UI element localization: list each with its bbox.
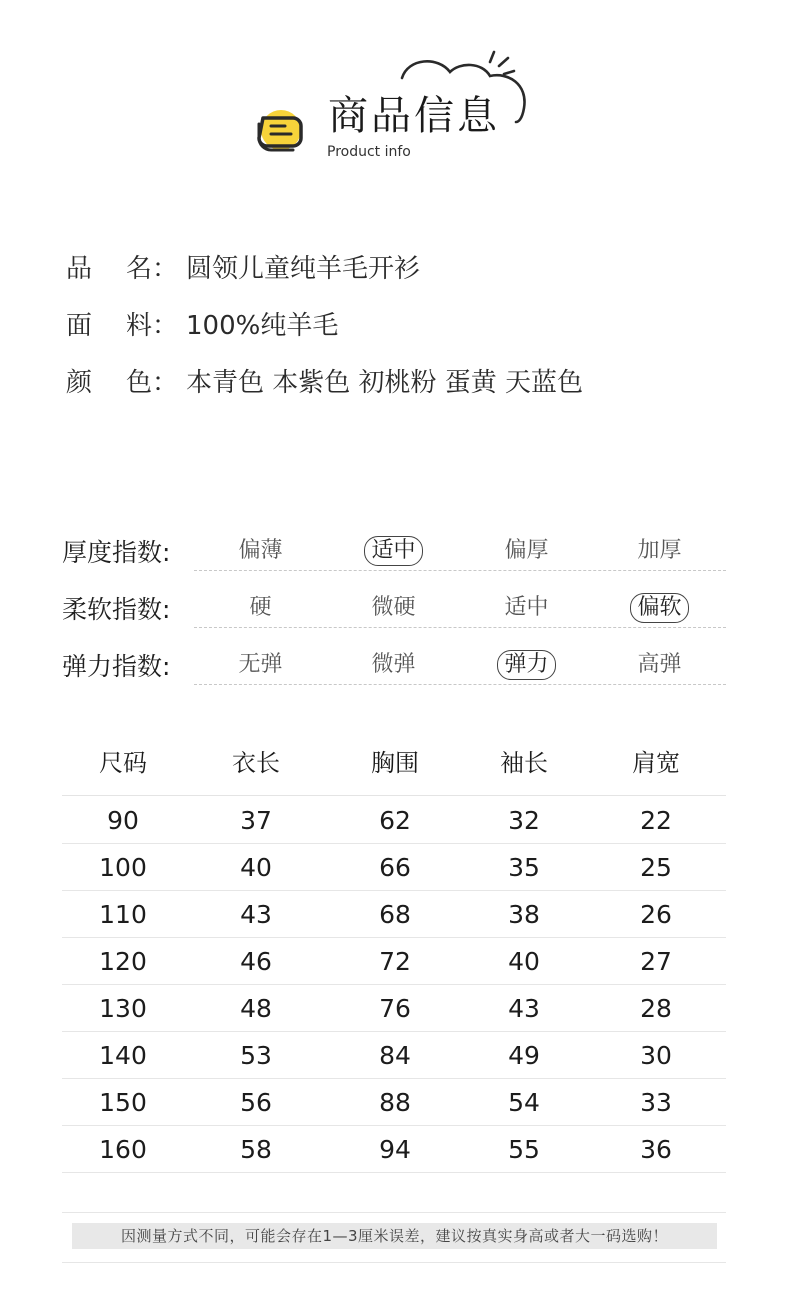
table-cell: 94 — [379, 1134, 411, 1164]
index-label: 厚度指数: — [62, 537, 171, 567]
info-label: 品 名： — [66, 254, 178, 284]
table-cell: 88 — [379, 1087, 411, 1117]
table-cell: 140 — [99, 1040, 147, 1070]
table-cell: 22 — [640, 805, 672, 835]
table-cell: 43 — [508, 993, 540, 1023]
index-option: 高弹 — [637, 651, 682, 677]
index-label: 弹力指数: — [62, 651, 171, 681]
index-label: 柔软指数: — [62, 594, 171, 624]
list-icon — [255, 104, 307, 156]
table-cell: 49 — [508, 1040, 540, 1070]
table-cell: 38 — [508, 899, 540, 929]
info-label: 面 料： — [66, 311, 178, 341]
info-value-name: 圆领儿童纯羊毛开衫 — [186, 254, 421, 284]
table-cell: 55 — [508, 1134, 540, 1164]
table-cell: 40 — [508, 946, 540, 976]
table-row — [62, 1126, 726, 1173]
table-cell: 84 — [379, 1040, 411, 1070]
table-row — [62, 985, 726, 1032]
section-header — [0, 0, 790, 190]
table-cell: 90 — [107, 805, 139, 835]
table-cell: 43 — [240, 899, 272, 929]
index-option: 加厚 — [637, 537, 682, 563]
table-row — [62, 938, 726, 985]
table-cell: 33 — [640, 1087, 672, 1117]
table-cell: 56 — [240, 1087, 272, 1117]
info-row-color — [66, 352, 726, 409]
table-cell: 120 — [99, 946, 147, 976]
table-cell: 100 — [99, 852, 147, 882]
table-cell: 54 — [508, 1087, 540, 1117]
index-option: 偏厚 — [504, 537, 549, 563]
table-cell: 130 — [99, 993, 147, 1023]
header-size: 尺码 — [99, 749, 147, 777]
info-value-color: 本青色 本紫色 初桃粉 蛋黄 天蓝色 — [186, 368, 584, 398]
table-row — [62, 891, 726, 938]
table-row — [62, 1079, 726, 1126]
section-title: 商品信息 — [328, 93, 500, 139]
table-cell: 35 — [508, 852, 540, 882]
size-table-header — [62, 726, 726, 796]
table-cell: 40 — [240, 852, 272, 882]
table-cell: 27 — [640, 946, 672, 976]
index-option: 偏薄 — [238, 537, 283, 563]
index-option-selected: 适中 — [327, 536, 460, 566]
table-cell: 62 — [379, 805, 411, 835]
index-option: 微弹 — [371, 651, 416, 677]
info-row-name — [66, 238, 726, 295]
table-cell: 48 — [240, 993, 272, 1023]
table-cell: 25 — [640, 852, 672, 882]
index-option: 适中 — [504, 594, 549, 620]
header-chest: 胸围 — [371, 749, 419, 777]
table-cell: 160 — [99, 1134, 147, 1164]
size-table-body — [62, 796, 726, 1173]
measurement-notice: 因测量方式不同，可能会存在1—3厘米误差，建议按真实身高或者大一码选购！ — [72, 1223, 717, 1249]
softness-index-row — [62, 579, 726, 636]
table-cell: 72 — [379, 946, 411, 976]
table-cell: 76 — [379, 993, 411, 1023]
table-row — [62, 797, 726, 844]
table-cell: 110 — [99, 899, 147, 929]
index-options — [194, 579, 726, 636]
index-options — [194, 636, 726, 693]
table-cell: 68 — [379, 899, 411, 929]
elasticity-index-row — [62, 636, 726, 693]
table-cell: 26 — [640, 899, 672, 929]
info-value-material: 100%纯羊毛 — [186, 311, 339, 341]
index-option: 硬 — [249, 594, 272, 620]
header-length: 衣长 — [232, 749, 280, 777]
table-cell: 36 — [640, 1134, 672, 1164]
table-cell: 30 — [640, 1040, 672, 1070]
table-cell: 53 — [240, 1040, 272, 1070]
table-cell: 66 — [379, 852, 411, 882]
divider — [62, 1262, 726, 1263]
table-row — [62, 844, 726, 891]
index-option: 无弹 — [238, 651, 283, 677]
header-sleeve: 袖长 — [500, 749, 548, 777]
index-option-selected: 偏软 — [593, 593, 726, 623]
index-options — [194, 522, 726, 579]
table-cell: 32 — [508, 805, 540, 835]
size-table — [62, 726, 726, 1173]
index-option: 微硬 — [371, 594, 416, 620]
table-cell: 28 — [640, 993, 672, 1023]
product-info-list — [66, 238, 726, 409]
table-cell: 150 — [99, 1087, 147, 1117]
info-row-material — [66, 295, 726, 352]
table-cell: 46 — [240, 946, 272, 976]
header-shoulder: 肩宽 — [632, 749, 680, 777]
info-label: 颜 色： — [66, 368, 178, 398]
thickness-index-row — [62, 522, 726, 579]
table-cell: 37 — [240, 805, 272, 835]
section-subtitle: Product info — [327, 144, 411, 160]
divider — [62, 1212, 726, 1213]
index-option-selected: 弹力 — [460, 650, 593, 680]
fabric-indices — [62, 522, 726, 693]
table-cell: 58 — [240, 1134, 272, 1164]
table-row — [62, 1032, 726, 1079]
